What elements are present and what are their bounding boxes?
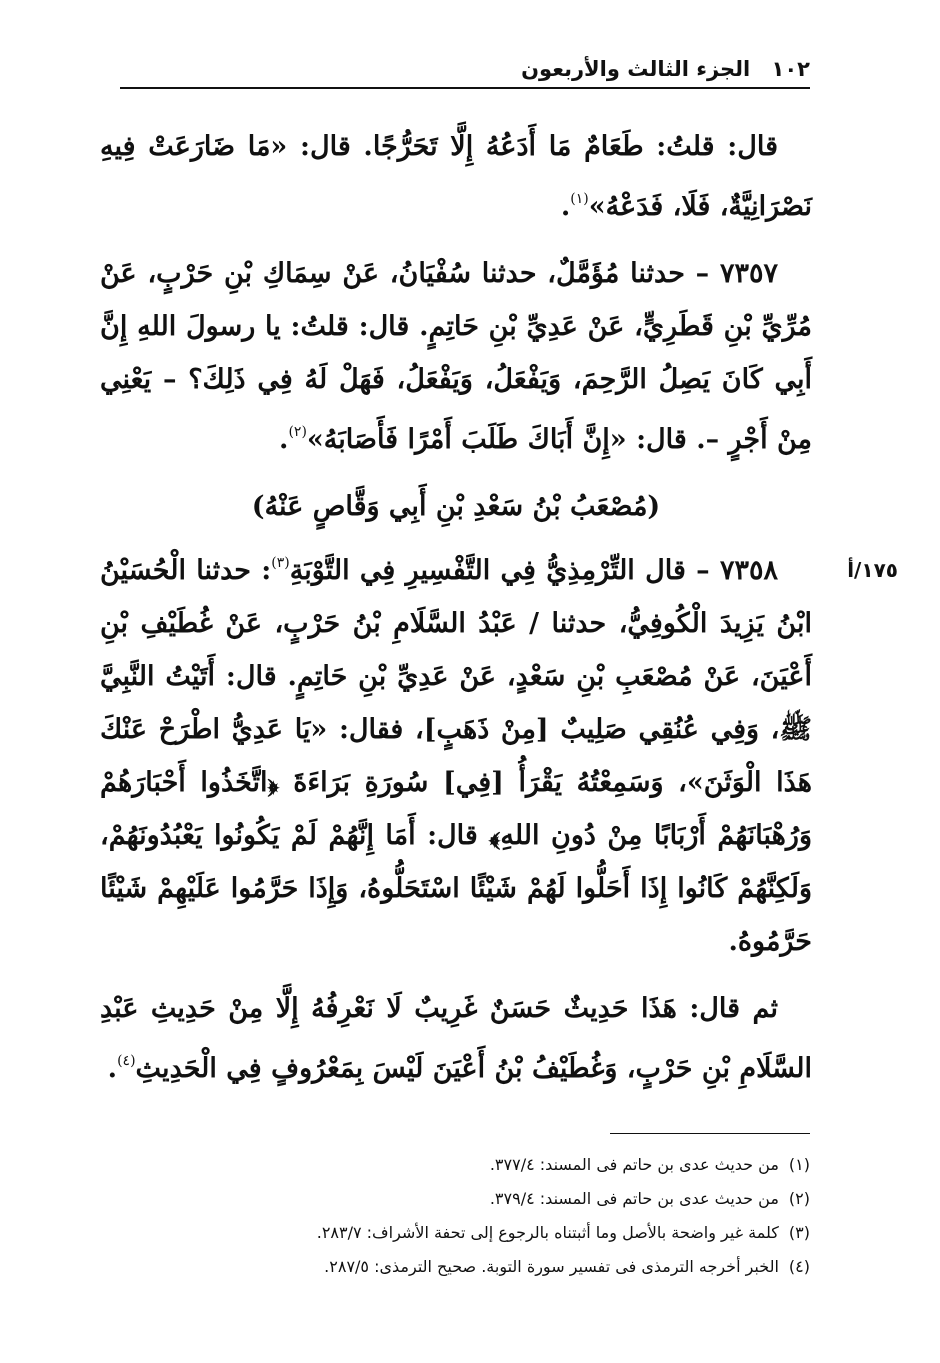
footnote-2 (110, 1182, 810, 1216)
footnote-number: (٢) (788, 1189, 810, 1208)
footnote-3 (110, 1216, 810, 1250)
paragraph-hadith-7358 (100, 537, 812, 968)
footnote-ref-3: (٣) (271, 555, 290, 571)
running-head (120, 52, 810, 86)
paragraph-hadith-7357: ٧٣٥٧ – حدثنا مُؤَمَّلٌ، حدثنا سُفْيَانُ، عَنْ سِمَاكِ بْنِ حَرْبٍ، عَنْ مُرِّيِّ بْنِ قَطَرِيٍّ، عَنْ عَدِيِّ بْنِ حَاتِمٍ. قال: قلتُ: يا رسولَ اللهِ إِنَّ أَبِي كَانَ يَصِلُ الرَّحِمَ، وَيَفْعَلُ، وَيَفْعَلُ، فَهَلْ لَهُ فِي ذَلِكَ؟ – يَعْنِي مِنْ أَجْرٍ –. قال: «إِنَّ أَبَاكَ طَلَبَ أَمْرًا فَأَصَابَهُ»$^{(٢)}$. (100, 258, 812, 455)
commentary-text: ثم قال: هَذَا حَدِيثٌ حَسَنٌ غَرِيبٌ لَا نَعْرِفُهُ إِلَّا مِنْ حَدِيثِ عَبْدِ السَّلَامِ بْنِ حَرْبٍ، وَغُطَيْفُ بْنُ أَعْيَنَ لَيْسَ بِمَعْرُوفٍ فِي الْحَدِيثِ (100, 993, 812, 1084)
hadith-7358-text: : حدثنا الْحُسَيْنُ ابْنُ يَزِيدَ الْكُوفِيُّ، حدثنا / عَبْدُ السَّلَامِ بْنُ حَرْبٍ، عَنْ غُطَيْفِ بْنِ أَعْيَنَ، عَنْ مُصْعَبِ بْنِ سَعْدٍ، عَنْ عَدِيِّ بْنِ حَاتِمٍ. قال: أَتَيْتُ النَّبِيَّ ﷺ، وَفِي عُنُقِي صَلِيبٌ [مِنْ ذَهَبٍ]، فقال: «يَا عَدِيُّ اطْرَحْ عَنْكَ هَذَا الْوَثَنَ»، وَسَمِعْتُهُ يَقْرَأُ [فِي] سُورَةِ بَرَاءَةَ ﴿اتَّخَذُوا أَحْبَارَهُمْ وَرُهْبَانَهُمْ أَرْبَابًا مِنْ دُونِ اللهِ﴾ قال: أَمَا إِنَّهُمْ لَمْ يَكُونُوا يَعْبُدُونَهُمْ، وَلَكِنَّهُمْ كَانُوا إِذَا أَحَلُّوا لَهُمْ شَيْئًا اسْتَحَلُّوهُ، وَإِذَا حَرَّمُوا عَلَيْهِمْ شَيْئًا حَرَّمُوهُ. (100, 555, 812, 957)
footnote-text: كلمة غير واضحة بالأصل وما أثبتناه بالرجوع إلى تحفة الأشراف: ٢٨٣/٧. (316, 1223, 779, 1242)
footnote-4 (110, 1250, 810, 1284)
footnote-text: من حديث عدى بن حاتم فى المسند: ٣٧٧/٤. (489, 1155, 779, 1174)
hadith-7357-text: ٧٣٥٧ – حدثنا مُؤَمَّلٌ، حدثنا سُفْيَانُ، عَنْ سِمَاكِ بْنِ حَرْبٍ، عَنْ مُرِّيِّ بْنِ قَطَرِيٍّ، عَنْ عَدِيِّ بْنِ حَاتِمٍ. قال: قلتُ: يا رسولَ اللهِ إِنَّ أَبِي كَانَ يَصِلُ الرَّحِمَ، وَيَفْعَلُ، وَيَفْعَلُ، فَهَلْ لَهُ فِي ذَلِكَ؟ – يَعْنِي مِنْ أَجْرٍ –. قال: «إِنَّ أَبَاكَ طَلَبَ أَمْرًا فَأَصَابَهُ» (100, 258, 812, 455)
footnote-1 (110, 1148, 810, 1182)
footnote-rule (610, 1133, 810, 1134)
footnote-text: الخبر أخرجه الترمذى فى تفسير سورة التوبة. صحيح الترمذى: ٢٨٧/٥. (324, 1257, 779, 1276)
footnote-number: (١) (788, 1155, 810, 1174)
hadith-7358-intro: ٧٣٥٨ – قال التِّرْمِذِيُّ فِي التَّفْسِيرِ فِي التَّوْبَةِ (289, 555, 778, 586)
paragraph-1: قال: قلتُ: طَعَامٌ مَا أَدَعُهُ إِلَّا تَحَرُّجًا. قال: «مَا ضَارَعَتْ فِيهِ نَصْرَانِيَّةٌ، فَلَا، فَدَعْهُ»$^{(١)}$. (100, 131, 812, 222)
paragraph-commentary: ثم قال: هَذَا حَدِيثٌ حَسَنٌ غَرِيبٌ لَا نَعْرِفُهُ إِلَّا مِنْ حَدِيثِ عَبْدِ السَّلَامِ بْنِ حَرْبٍ، وَغُطَيْفُ بْنُ أَعْيَنَ لَيْسَ بِمَعْرُوفٍ فِي الْحَدِيثِ$^{(٤)}$. (100, 993, 812, 1084)
footnote-number: (٤) (788, 1257, 810, 1276)
footnote-number: (٣) (788, 1223, 810, 1242)
section-heading: (مُصْعَبُ بْنُ سَعْدِ بْنِ أَبِي وَقَّاصٍ عَنْهُ) (251, 491, 661, 522)
running-title: الجزء الثالث والأربعون (521, 57, 751, 81)
footnotes (110, 1148, 810, 1284)
page-number: ١٠٢ (771, 57, 810, 81)
main-text (100, 120, 812, 1109)
footnote-ref-2: (٢) (288, 424, 307, 440)
paragraph-1-text: قال: قلتُ: طَعَامٌ مَا أَدَعُهُ إِلَّا تَحَرُّجًا. قال: «مَا ضَارَعَتْ فِيهِ نَصْرَانِيَّةٌ، فَلَا، فَدَعْهُ» (100, 131, 812, 222)
footnote-ref-4: (٤) (117, 1053, 136, 1069)
header-rule (120, 87, 810, 89)
footnote-text: من حديث عدى بن حاتم فى المسند: ٣٧٩/٤. (489, 1189, 779, 1208)
margin-folio-note: ١٧٥/أ (847, 558, 898, 582)
footnote-ref-1: (١) (570, 191, 589, 207)
